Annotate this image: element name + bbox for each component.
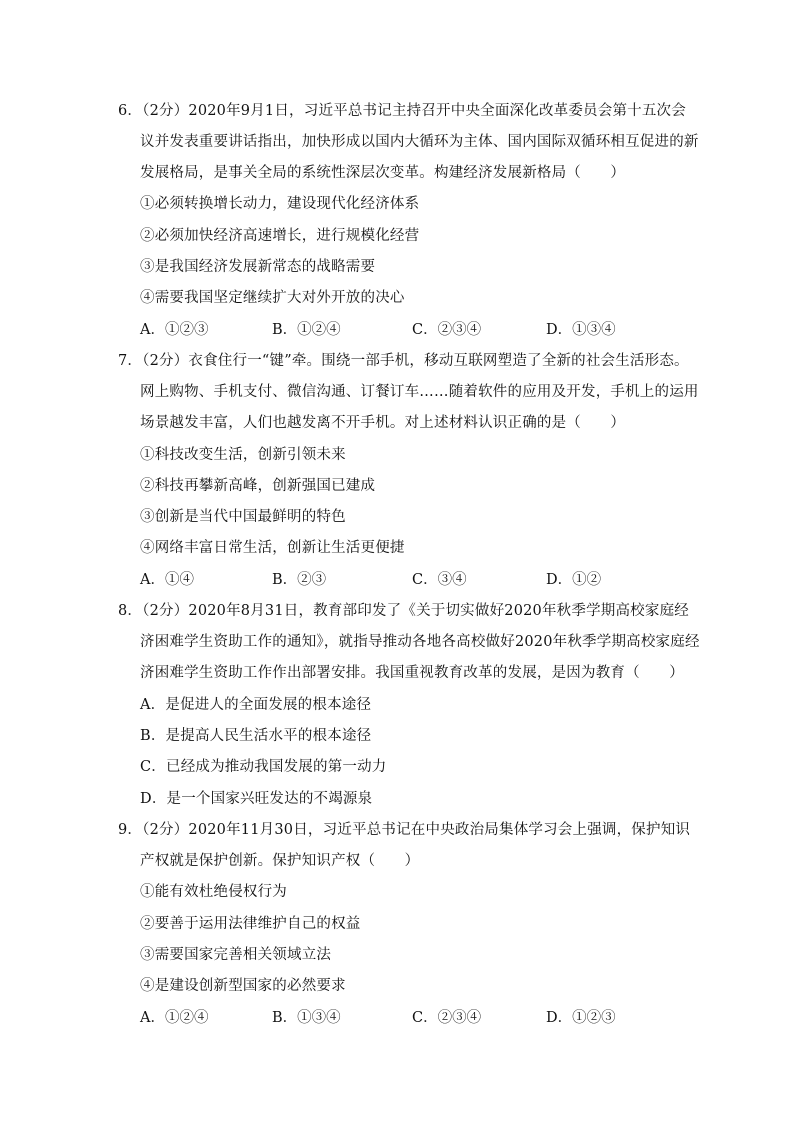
question-8-stem-line-3: 济困难学生资助工作作出部署安排。我国重视教育改革的发展，是因为教育（ ） [140,665,684,681]
question-6-option-c: C．②③④ [412,322,482,338]
question-6-option-b: B．①②④ [272,322,341,338]
question-9-statement-3: ③需要国家完善相关领域立法 [140,947,332,963]
question-8-stem-line-2: 济困难学生资助工作的通知》，就指导推动各地各高校做好2020年秋季学期高校家庭经 [140,634,700,650]
question-9-option-b: B．①③④ [272,1010,341,1026]
question-6-statement-3: ③是我国经济发展新常态的战略需要 [140,259,376,275]
question-9-option-c: C．②③④ [412,1010,482,1026]
question-9-statement-4: ④是建设创新型国家的必然要求 [140,978,346,994]
question-7-stem-line-3: 场景越发丰富，人们也越发离不开手机。对上述材料认识正确的是（ ） [140,415,626,431]
question-7-option-d: D．①② [546,572,602,588]
question-6-stem-line-2: 议并发表重要讲话指出，加快形成以国内大循环为主体、国内国际双循环相互促进的新 [140,134,699,150]
question-6-option-d: D．①③④ [546,322,616,338]
question-6-statement-4: ④需要我国坚定继续扩大对外开放的决心 [140,290,405,306]
question-8-stem-line-1: 8．（2分）2020年8月31日，教育部印发了《关于切实做好2020年秋季学期高校家庭经 [118,603,689,619]
question-7-stem-line-1: 7．（2分）衣食住行一“键”牵。围绕一部手机，移动互联网塑造了全新的社会生活形态。 [118,353,689,369]
question-6-statement-2: ②必须加快经济高速增长，进行规模化经营 [140,228,420,244]
question-8-choice-a: A．是促进人的全面发展的根本途径 [140,697,372,713]
question-7-statement-1: ①科技改变生活，创新引领未来 [140,447,346,463]
question-9-stem-line-1: 9．（2分）2020年11月30日，习近平总书记在中央政治局集体学习会上强调，保护知识 [118,822,691,838]
question-9-option-d: D．①②③ [546,1010,616,1026]
question-9-statement-1: ①能有效杜绝侵权行为 [140,884,287,900]
question-7-option-a: A．①④ [140,572,194,588]
question-6-option-a: A．①②③ [140,322,209,338]
question-9-statement-2: ②要善于运用法律维护自己的权益 [140,916,361,932]
question-9-stem-line-2: 产权就是保护创新。保护知识产权（ ） [140,853,420,869]
question-6-stem-line-1: 6．（2分）2020年9月1日，习近平总书记主持召开中央全面深化改革委员会第十五次会 [118,103,686,119]
question-7-statement-2: ②科技再攀新高峰，创新强国已建成 [140,478,376,494]
question-7-option-b: B．②③ [272,572,327,588]
question-8-choice-d: D．是一个国家兴旺发达的不竭源泉 [140,791,373,807]
question-7-option-c: C．③④ [412,572,467,588]
question-7-stem-line-2: 网上购物、手机支付、微信沟通、订餐订车……随着软件的应用及开发，手机上的运用 [140,384,699,400]
question-7-statement-4: ④网络丰富日常生活，创新让生活更便捷 [140,540,405,556]
question-8-choice-c: C．已经成为推动我国发展的第一动力 [140,759,387,775]
question-8-choice-b: B．是提高人民生活水平的根本途径 [140,728,372,744]
question-6-stem-line-3: 发展格局，是事关全局的系统性深层次变革。构建经济发展新格局（ ） [140,165,626,181]
question-6-statement-1: ①必须转换增长动力，建设现代化经济体系 [140,196,420,212]
question-7-statement-3: ③创新是当代中国最鲜明的特色 [140,509,346,525]
question-9-option-a: A．①②④ [140,1010,209,1026]
